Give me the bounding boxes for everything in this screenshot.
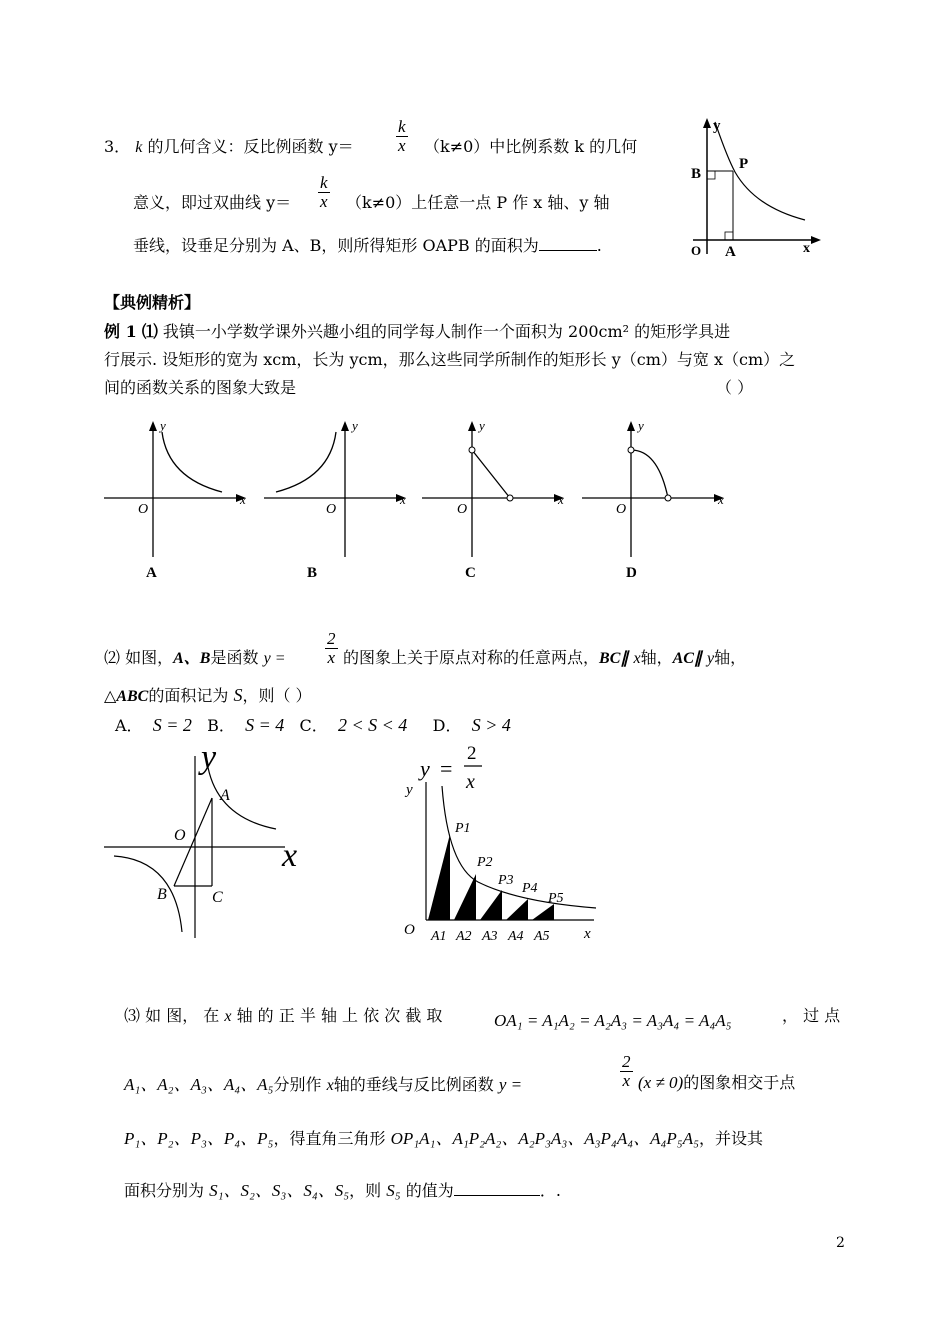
graph-a[interactable] — [104, 418, 246, 581]
item3-line2b: （k≠0）上任意一点 P 作 x 轴、y 轴 — [346, 193, 610, 212]
svg-text:B: B — [307, 565, 318, 581]
item3-line2a: 意义，即过双曲线 y＝ — [133, 193, 292, 212]
choice-d[interactable]: D． S > 4 — [432, 715, 511, 735]
svg-text:x: x — [240, 492, 246, 507]
ex3-figure — [378, 742, 608, 947]
label-a4: A4 — [508, 929, 524, 944]
graph-d[interactable] — [582, 418, 724, 581]
triangle-4 — [506, 899, 528, 920]
label-c: C — [212, 889, 223, 906]
svg-text:D: D — [626, 565, 637, 581]
hyperbola-curve — [442, 786, 596, 908]
y-arrow-icon — [149, 421, 157, 431]
choice-a[interactable]: A． S = 2 — [115, 715, 192, 735]
svg-text:O: O — [457, 502, 468, 517]
label-x: x — [584, 926, 591, 942]
hyperbola-branch-1 — [206, 752, 276, 829]
triangle-1 — [428, 834, 450, 920]
ex1-line1: 例 1 ⑴ 我镇一小学数学课外兴趣小组的同学每人制作一个面积为 200cm² 的矩形学具进 — [104, 322, 731, 341]
choice-c[interactable]: C． 2 < S < 4 — [299, 715, 408, 735]
top-hyperbola-figure — [685, 112, 835, 262]
right-angle-mark-a — [725, 232, 733, 240]
label-o: O — [174, 827, 186, 844]
ex3-fraction: $\frac{2}{x}$ — [622, 1052, 631, 1090]
label-a: A — [220, 787, 230, 804]
label-x: x — [282, 837, 298, 874]
ex1-line2: 行展示. 设矩形的宽为 xcm，长为 ycm，那么这些同学所制作的矩形长 y（cm）与宽 x（cm）之 — [104, 350, 796, 369]
x-arrow-icon — [811, 236, 821, 244]
ex3-line4: 面积分别为 S₁、S₂、S₃、S₄、S₅，则 S₅ 的值为 ．. — [124, 1181, 561, 1200]
right-angle-mark-b — [707, 171, 715, 179]
ex2-figure — [100, 742, 315, 942]
svg-text:y: y — [479, 418, 485, 433]
eq-y: y — [420, 756, 430, 781]
label-x: x — [803, 241, 810, 256]
svg-text:x: x — [400, 492, 406, 507]
svg-text:O: O — [326, 502, 337, 517]
label-y: y — [201, 742, 217, 776]
triangle-5 — [532, 904, 554, 920]
label-p2: P2 — [477, 855, 493, 870]
y-arrow-icon — [341, 421, 349, 431]
graph-b[interactable] — [264, 418, 406, 581]
ex2-line1: ⑵ 如图，A、B是函数 y = — [104, 648, 286, 667]
eq-denominator: x — [466, 771, 475, 793]
item3-line1-end: （k≠0）中比例系数 k 的几何 — [424, 137, 638, 156]
y-arrow-icon — [468, 421, 476, 431]
svg-text:y: y — [352, 418, 358, 433]
svg-text:O: O — [616, 502, 627, 517]
eq-equals: = — [440, 756, 453, 781]
item3-line3: 垂线，设垂足分别为 A、B，则所得矩形 OAPB 的面积为 . — [133, 236, 602, 255]
ex2-fraction: $\frac{2}{x}$ — [327, 629, 336, 667]
label-p1: P1 — [455, 821, 471, 836]
item3-fraction-2: $\frac{k}{x}$ — [320, 173, 328, 211]
ex1-line3: 间的函数关系的图象大致是 — [104, 378, 297, 397]
triangle-3 — [480, 890, 502, 920]
ex1-option-graphs — [100, 412, 740, 587]
ex3-line2: A₁、A₂、A₃、A₄、A₅分别作 x轴的垂线与反比例函数 y = — [124, 1075, 523, 1094]
label-a3: A3 — [482, 929, 498, 944]
ex3-equal-segments: OA₁ = A₁A₂ = A₂A₃ = A₃A₄ = A₄A₅ — [494, 1011, 732, 1030]
ex2-line1-rest: 的图象上关于原点对称的任意两点，BC∥ x轴，AC∥ y轴， — [343, 648, 747, 667]
hyperbola-branch-2 — [114, 856, 182, 932]
svg-text:x: x — [558, 492, 564, 507]
label-p5: P5 — [548, 891, 564, 906]
item3-fraction-1: $\frac{k}{x}$ — [398, 117, 406, 155]
ex3-line2-end: (x ≠ 0)的图象相交于点 — [638, 1073, 796, 1092]
eq-numerator: 2 — [467, 743, 477, 764]
ex3-line3: P₁、P₂、P₃、P₄、P₅，得直角三角形 OP₁A₁、A₁P₂A₂、A₂P₃A₃、A₃P₄A₄、A₄P₅A₅，并设其 — [124, 1129, 764, 1148]
graph-c[interactable] — [422, 418, 564, 581]
svg-text:x: x — [718, 492, 724, 507]
svg-text:y: y — [160, 418, 166, 433]
y-arrow-icon — [627, 421, 635, 431]
y-arrow-icon — [703, 118, 711, 128]
label-a2: A2 — [456, 929, 472, 944]
label-a: A — [725, 244, 736, 260]
label-a5: A5 — [534, 929, 550, 944]
ex1-answer-paren[interactable]: （ ） — [716, 378, 754, 397]
svg-text:y: y — [638, 418, 644, 433]
answer-blank-s5[interactable] — [454, 1195, 540, 1196]
svg-text:C: C — [465, 565, 476, 581]
label-o: O — [404, 922, 415, 938]
label-y: y — [406, 782, 413, 798]
choice-b[interactable]: B． S = 4 — [207, 715, 285, 735]
label-p: P — [739, 156, 749, 172]
answer-blank[interactable] — [539, 250, 597, 251]
label-p4: P4 — [522, 881, 538, 896]
label-y: y — [713, 118, 721, 134]
label-a1: A1 — [431, 929, 447, 944]
svg-text:O: O — [138, 502, 149, 517]
label-o: O — [691, 243, 702, 258]
label-p3: P3 — [498, 873, 514, 888]
section-title: 【典例精析】 — [104, 293, 201, 312]
ex3-line1-end: ， 过 点 — [782, 1006, 841, 1025]
ex3-line1: ⑶ 如 图， 在 x 轴 的 正 半 轴 上 依 次 截 取 — [124, 1006, 443, 1025]
label-b: B — [157, 886, 167, 903]
svg-text:A: A — [146, 565, 157, 581]
ex2-line2: △ABC的面积记为 S，则（ ） — [104, 685, 312, 705]
page-number: 2 — [836, 1235, 845, 1251]
label-b: B — [691, 166, 702, 182]
triangle-2 — [454, 874, 476, 920]
ex2-choices — [115, 713, 511, 736]
item3-line1: 3． k 的几何含义：反比例函数 y＝ — [104, 137, 354, 156]
